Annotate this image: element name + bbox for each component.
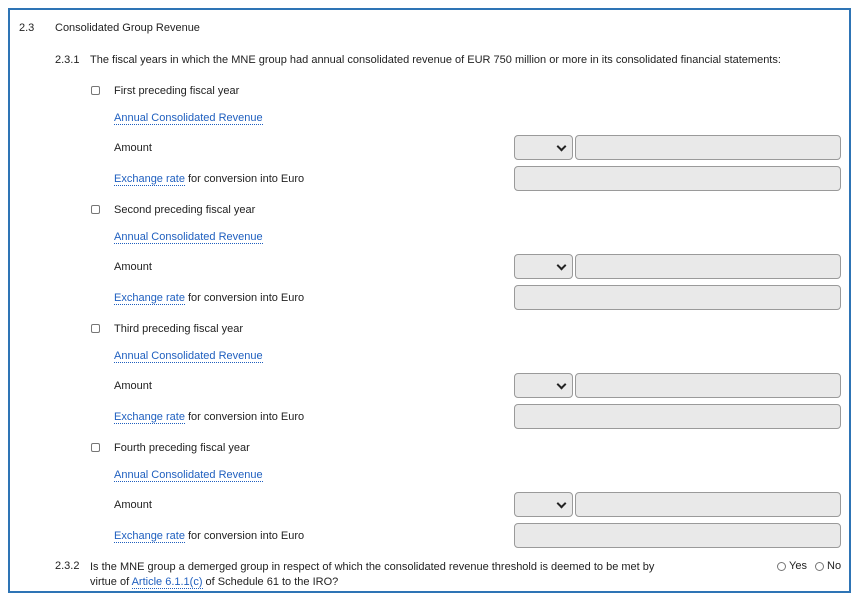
exchange-suffix-first: for conversion into Euro xyxy=(184,173,305,185)
exchange-rate-link-fourth[interactable]: Exchange rate xyxy=(114,530,185,542)
exchange-rate-input-third[interactable] xyxy=(514,404,841,429)
revenue-link-first[interactable]: Annual Consolidated Revenue xyxy=(114,112,263,124)
section-title: Consolidated Group Revenue xyxy=(55,22,200,34)
amount-label-fourth: Amount xyxy=(114,499,152,511)
radio-yes[interactable] xyxy=(777,562,786,571)
revenue-link-fourth[interactable]: Annual Consolidated Revenue xyxy=(114,469,263,481)
chevron-down-icon xyxy=(557,380,567,390)
exchange-rate-input-first[interactable] xyxy=(514,166,841,191)
second-year-label: Second preceding fiscal year xyxy=(114,204,256,216)
first-year-label: First preceding fiscal year xyxy=(114,85,240,97)
checkbox-first-year[interactable] xyxy=(91,86,100,95)
question-text-2-3-1: The fiscal years in which the MNE group had annual consolidated revenue of EUR 750 million or more in its consolidated financial statements: xyxy=(90,54,781,66)
exchange-rate-input-second[interactable] xyxy=(514,285,841,310)
exchange-suffix-fourth: for conversion into Euro xyxy=(184,530,305,542)
exchange-suffix-third: for conversion into Euro xyxy=(184,411,305,423)
currency-select-third[interactable] xyxy=(514,373,573,398)
radio-yes-label: Yes xyxy=(789,560,807,572)
question-text-2-3-2 xyxy=(90,560,680,590)
amount-input-first[interactable] xyxy=(575,135,841,160)
checkbox-fourth-year[interactable] xyxy=(91,443,100,452)
exchange-suffix-second: for conversion into Euro xyxy=(184,292,305,304)
checkbox-second-year[interactable] xyxy=(91,205,100,214)
chevron-down-icon xyxy=(557,142,567,152)
amount-label-third: Amount xyxy=(114,380,152,392)
exchange-rate-link-first[interactable]: Exchange rate xyxy=(114,173,185,185)
currency-select-fourth[interactable] xyxy=(514,492,573,517)
section-number: 2.3 xyxy=(19,22,35,34)
radio-no[interactable] xyxy=(815,562,824,571)
exchange-rate-link-third[interactable]: Exchange rate xyxy=(114,411,185,423)
chevron-down-icon xyxy=(557,261,567,271)
checkbox-third-year[interactable] xyxy=(91,324,100,333)
question-number-2-3-2: 2.3.2 xyxy=(55,560,80,572)
question-text-after: of Schedule 61 to the IRO? xyxy=(202,576,339,588)
amount-input-fourth[interactable] xyxy=(575,492,841,517)
currency-select-second[interactable] xyxy=(514,254,573,279)
amount-label-first: Amount xyxy=(114,142,152,154)
amount-input-third[interactable] xyxy=(575,373,841,398)
currency-select-first[interactable] xyxy=(514,135,573,160)
revenue-link-second[interactable]: Annual Consolidated Revenue xyxy=(114,231,263,243)
amount-input-second[interactable] xyxy=(575,254,841,279)
question-number-2-3-1: 2.3.1 xyxy=(55,54,80,66)
chevron-down-icon xyxy=(557,499,567,509)
question-text-before: Is the MNE group a demerged group in respect of which the consolidated revenue threshold is deemed to be met by virtue of xyxy=(90,561,655,588)
exchange-rate-input-fourth[interactable] xyxy=(514,523,841,548)
third-year-label: Third preceding fiscal year xyxy=(114,323,244,335)
amount-label-second: Amount xyxy=(114,261,152,273)
revenue-link-third[interactable]: Annual Consolidated Revenue xyxy=(114,350,263,362)
article-link[interactable]: Article 6.1.1(c) xyxy=(131,576,203,588)
fourth-year-label: Fourth preceding fiscal year xyxy=(114,442,250,454)
exchange-rate-link-second[interactable]: Exchange rate xyxy=(114,292,185,304)
radio-no-label: No xyxy=(827,560,842,572)
